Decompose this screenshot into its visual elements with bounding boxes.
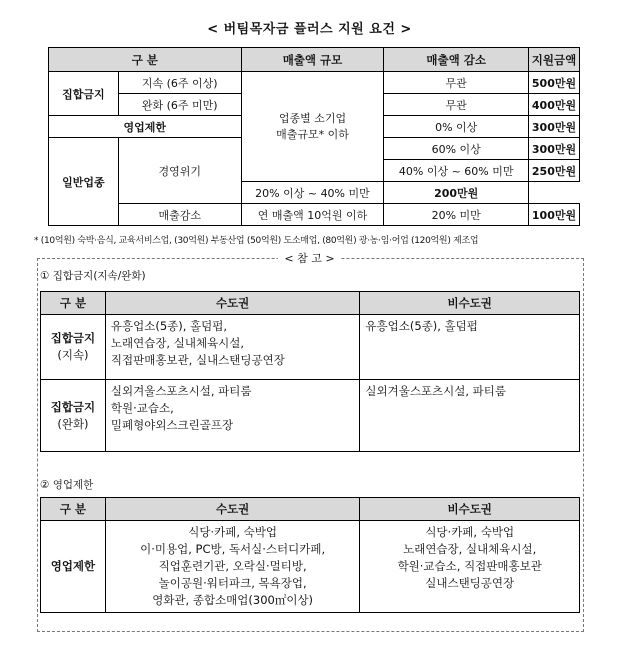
cat-ilban: 일반업종 <box>49 138 119 226</box>
list-item: 이·미용업, PC방, 독서실·스터디카페, <box>140 542 326 556</box>
decrease-cell: 20% 미만 <box>384 204 529 226</box>
s2-nonmetro-list <box>360 521 580 613</box>
section1-title: ① 집합금지(지속/완화) <box>40 270 146 282</box>
decrease-cell: 20% 이상 ~ 40% 미만 <box>241 182 384 204</box>
amount-cell: 400만원 <box>529 94 580 116</box>
amount-cell: 500만원 <box>529 72 580 94</box>
cat-jiphap: 집합금지 <box>49 72 119 116</box>
footnote: * (10억원) 숙박·음식, 교육서비스업, (30억원) 부동산업 (50억원) 도소매업, (80억원) 광·농·임·어업 (120억원) 제조업 <box>34 236 479 246</box>
table-header-row <box>49 48 580 72</box>
s1-cat-wanhwa <box>41 380 106 452</box>
list-item: 직접판매홍보관, 실내스탠딩공연장 <box>110 353 285 367</box>
s1-cat-sub: (지속) <box>57 348 89 362</box>
s1-header-metro: 수도권 <box>105 292 360 315</box>
s1-cat-sub: (완화) <box>57 416 89 431</box>
list-item: 노래연습장, 실내체육시설, <box>403 542 537 556</box>
s2-header-category: 구 분 <box>41 498 106 521</box>
decrease-cell: 무관 <box>384 94 529 116</box>
s1-cat-jisok <box>41 315 106 380</box>
decrease-cell: 40% 이상 ~ 60% 미만 <box>384 160 529 182</box>
table-row <box>49 72 580 94</box>
list-item: 식당·카페, 숙박업 <box>188 525 277 539</box>
list-item: 밀폐형야외스크린골프장 <box>110 418 234 432</box>
amount-cell: 250만원 <box>529 160 580 182</box>
reference-label <box>0 250 619 266</box>
section1-table <box>40 291 580 452</box>
amount-cell: 200만원 <box>384 182 529 204</box>
header-support-amount: 지원금액 <box>529 48 580 72</box>
s2-cat-youngup: 영업제한 <box>41 521 106 613</box>
section2-title: ② 영업제한 <box>40 479 94 491</box>
list-item: 놀이공원·워터파크, 목욕장업, <box>158 576 307 590</box>
table-row <box>41 521 580 613</box>
list-item: 직업훈련기관, 오락실·멀티방, <box>158 559 307 573</box>
s1-metro-list <box>105 380 360 452</box>
amount-cell: 300만원 <box>529 116 580 138</box>
decrease-cell: 무관 <box>384 72 529 94</box>
section1-header-row <box>41 292 580 315</box>
cat-jisok: 지속 (6주 이상) <box>118 72 241 94</box>
s1-nonmetro-list <box>360 315 580 380</box>
list-item: 노래연습장, 실내체육시설, <box>110 336 245 350</box>
s1-cat-label: 집합금지 <box>50 399 96 414</box>
cat-maechul-gamso: 매출감소 <box>118 204 241 226</box>
reference-label-text: < 참 고 > <box>278 252 340 265</box>
s2-header-metro: 수도권 <box>105 498 360 521</box>
list-item: 학원·교습소, <box>110 401 174 415</box>
cat-youngup: 영업제한 <box>49 116 242 138</box>
s1-metro-list <box>105 315 360 380</box>
list-item: 유흥업소(5종), 홀덤펍 <box>365 319 478 333</box>
s1-header-nonmetro: 비수도권 <box>360 292 580 315</box>
cat-wanhwa: 완화 (6주 미만) <box>118 94 241 116</box>
list-item: 실외겨울스포츠시설, 파티룸 <box>110 384 252 398</box>
amount-cell: 300만원 <box>529 138 580 160</box>
header-category: 구 분 <box>49 48 242 72</box>
page-title: < 버팀목자금 플러스 지원 요건 > <box>207 22 412 37</box>
section2-table <box>40 497 580 613</box>
table-row <box>41 380 580 452</box>
list-item: 실내스탠딩공연장 <box>425 576 515 590</box>
list-item: 유흥업소(5종), 홀덤펍, <box>110 319 228 333</box>
table-row <box>41 315 580 380</box>
list-item: 학원·교습소, 직접판매홍보관 <box>397 559 542 573</box>
list-item: 식당·카페, 숙박업 <box>425 525 515 539</box>
list-item: 실외겨울스포츠시설, 파티룸 <box>365 384 507 398</box>
amount-cell: 100만원 <box>529 204 580 226</box>
s1-cat-label: 집합금지 <box>50 331 96 345</box>
support-requirements-table <box>48 47 580 226</box>
table-row <box>49 204 580 226</box>
header-sales-decrease: 매출액 감소 <box>384 48 529 72</box>
scale-10: 연 매출액 10억원 이하 <box>241 204 384 226</box>
s1-nonmetro-list <box>360 380 580 452</box>
s2-header-nonmetro: 비수도권 <box>360 498 580 521</box>
list-item: 영화관, 종합소매업(300㎡이상) <box>152 593 314 607</box>
decrease-cell: 60% 이상 <box>384 138 529 160</box>
header-sales-scale: 매출액 규모 <box>241 48 384 72</box>
section2-header-row <box>41 498 580 521</box>
cat-gyeongyoung: 경영위기 <box>118 138 241 204</box>
s2-metro-list <box>105 521 360 613</box>
s1-header-category: 구 분 <box>41 292 106 315</box>
decrease-cell: 0% 이상 <box>384 116 529 138</box>
scale-small-business: 업종별 소기업 매출규모* 이하 <box>241 72 384 182</box>
